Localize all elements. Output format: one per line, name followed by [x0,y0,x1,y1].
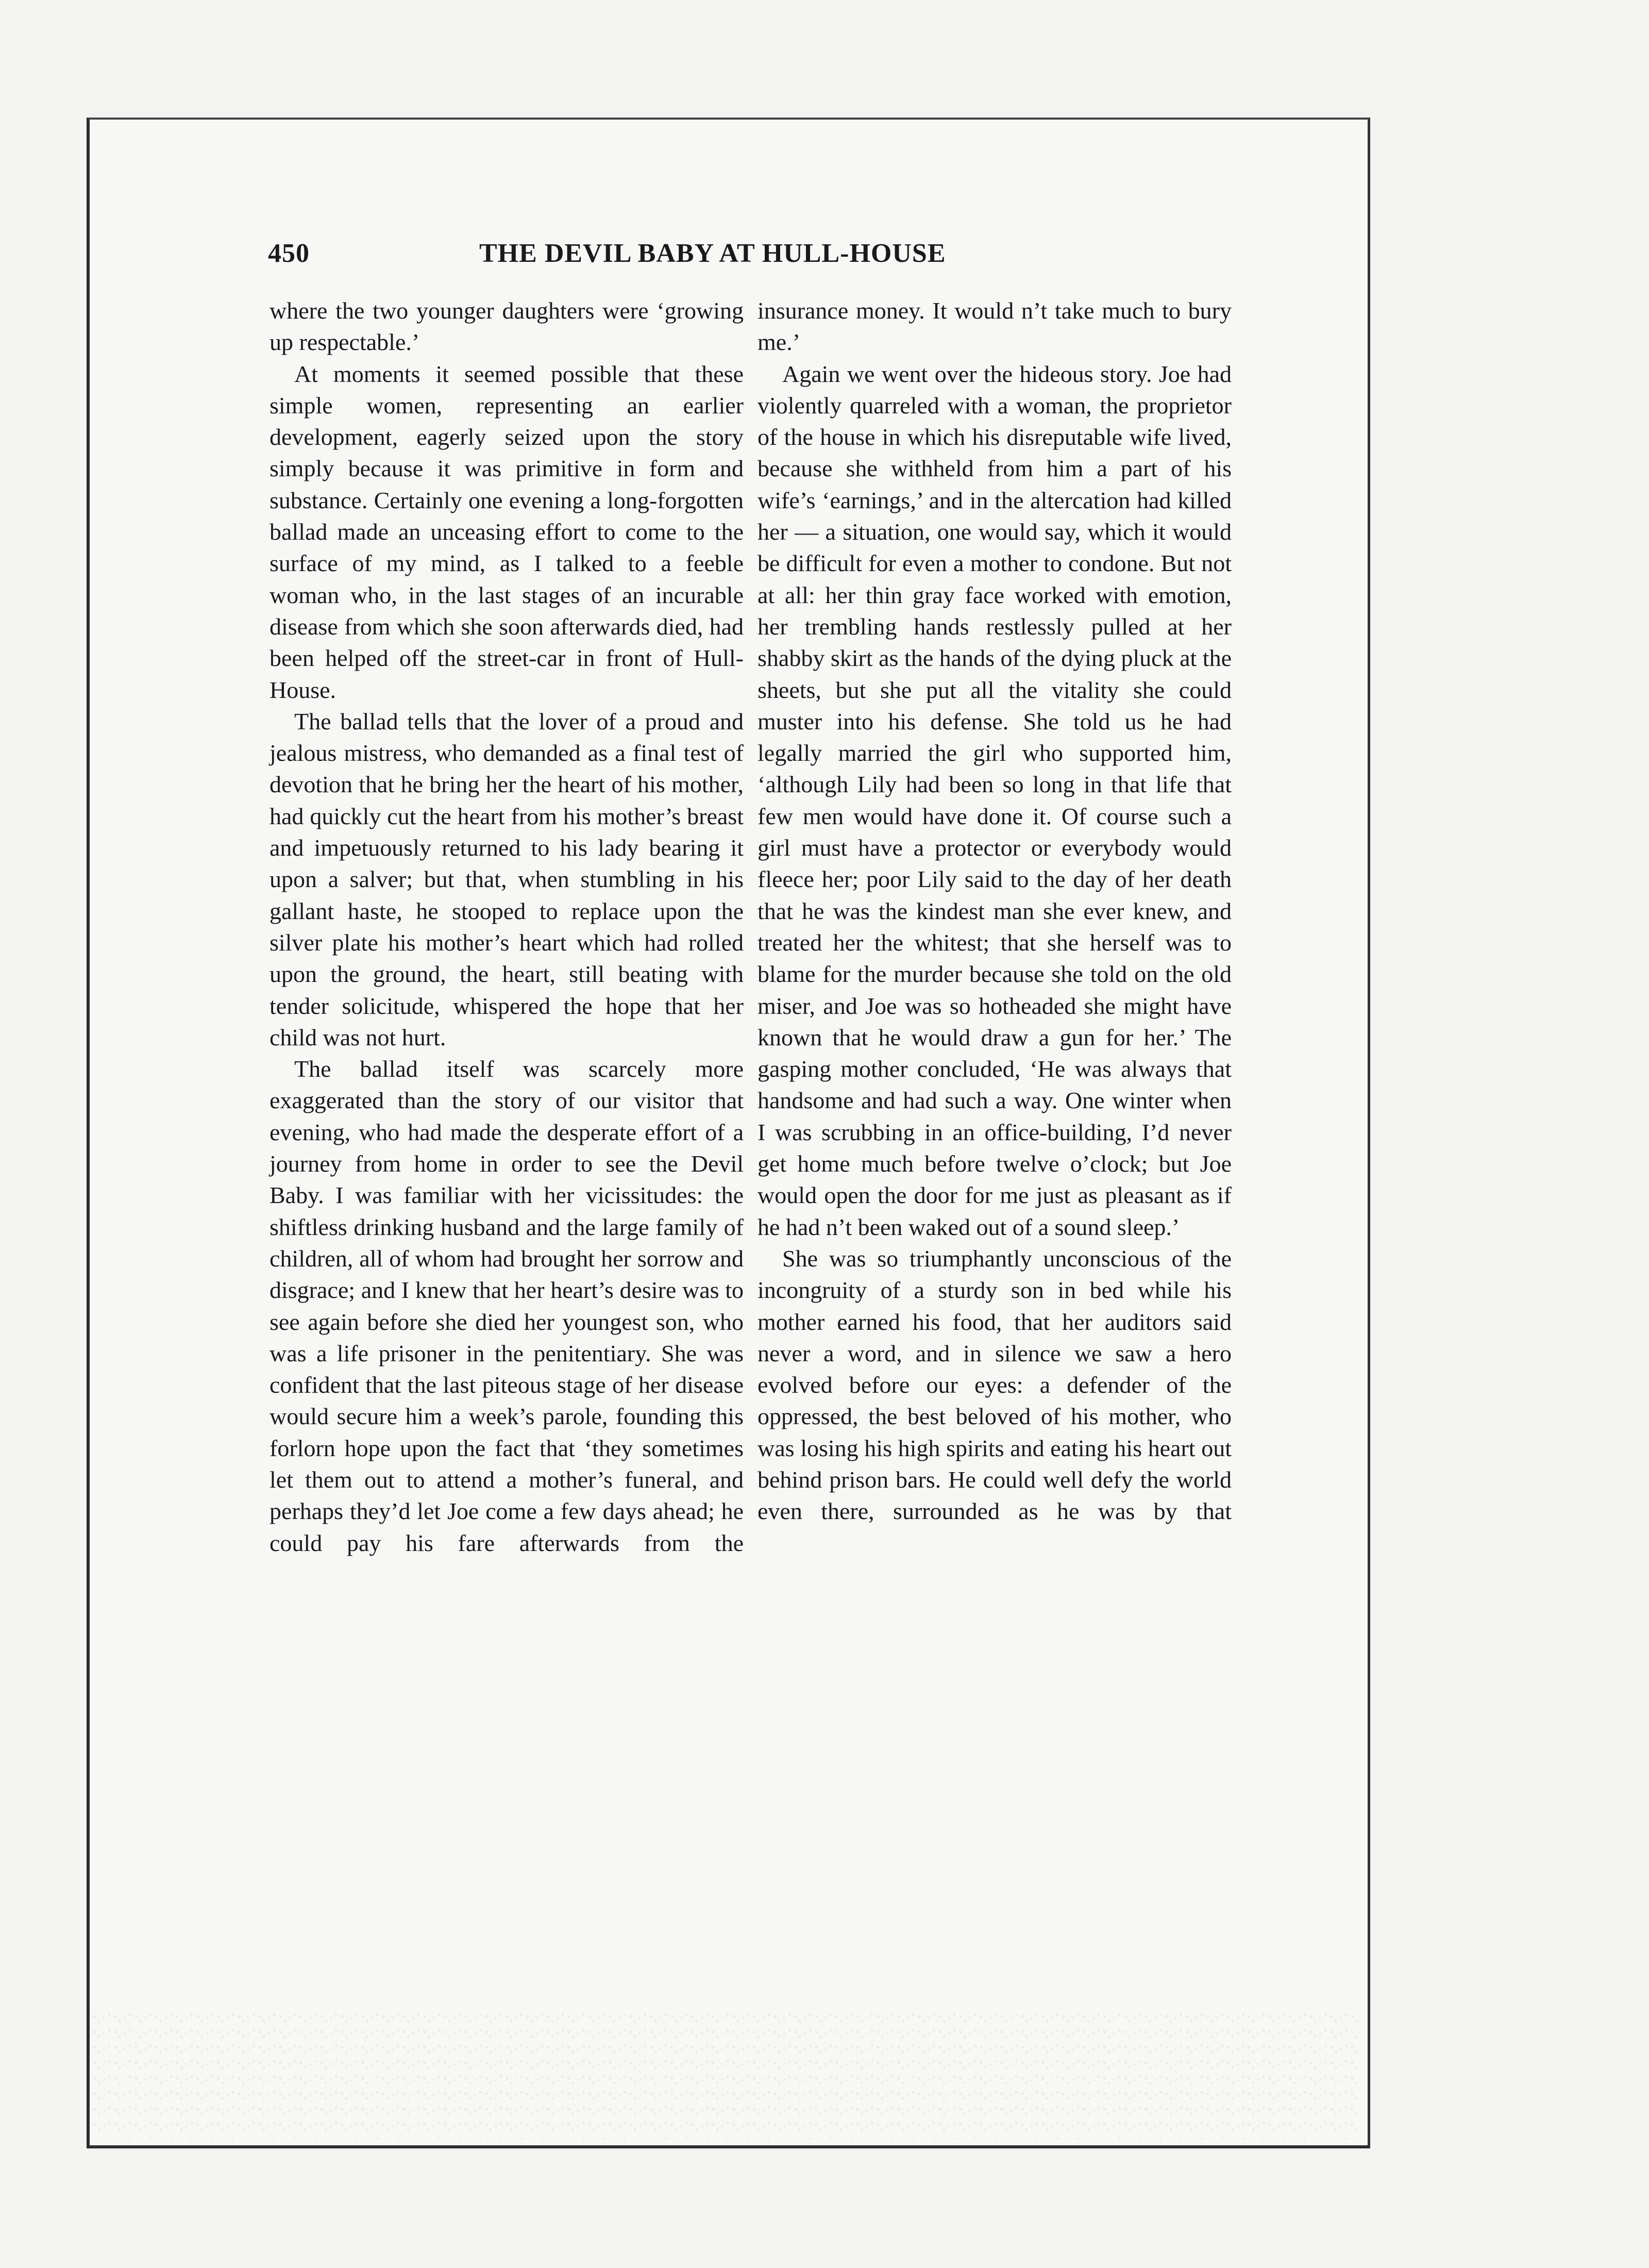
running-title: THE DEVIL BABY AT HULL-HOUSE [479,239,946,268]
paragraph: She was so triumphantly unconscious of the incongruity of a sturdy son in bed while his mother earned his food, that her auditors said never a word, and in silence we saw a hero evolved before our eyes: a defender of the oppressed, the best beloved of his mother, who was losing his high spirits and eating his heart out behind prison bars. He could well defy the world even there, surrounded as he was by that [758,1245,1232,1525]
page-number: 450 [268,239,310,268]
paragraph: The ballad itself was scarcely more exaggerated than the story of our visitor that evening, who had made the desperate effort of a journey from home in order to see the Devil Baby. I was familiar with her vicissitudes: the shiftless drinking husband and the large family of children, all of whom had brought her sorrow and disgrace; and I knew that her heart’s desire was to see again before she died her youngest son, who was a life prisoner in the penitentiary. She was confident that the last piteous stage of her disease would secure him a week’s parole, founding this forlorn hope upon the fact that ‘they sometimes let them out to attend a mother’s funeral, and perhaps they’d let Joe come a few days ahead; he could pay his fare afterwards from the [270,1056,744,1556]
left-column [270,295,744,1559]
running-head [0,238,1649,279]
paragraph: insurance money. It would n’t take much to bury me.’ [758,297,1232,356]
paragraph: Again we went over the hideous story. Joe had violently quarreled with a woman, the proprietor of the house in which his disreputable wife lived, because she withheld from him a part of his wife’s ‘earnings,’ and in the altercation had killed her — a situation, one would say, which it would be difficult for even a mother to condone. But not at all: her thin gray face worked with emotion, her trembling hands restlessly pulled at her shabby skirt as the hands of the dying pluck at the sheets, but she put all the vitality she could muster into his defense. She told us he had legally married the girl who supported him, ‘although Lily had been so long in that life that few men would have done it. Of course such a girl must have a protector or everybody would fleece her; poor Lily said to the day of her death that he was the kindest man she ever knew, and treated her the whitest; that she herself was to blame for the murder because she told on the old miser, and Joe was so hotheaded she might have known that he would draw a gun for her.’ The gasping mother concluded, ‘He was always that handsome and had such a way. One winter when I was scrubbing in an office-building, I’d never get home much before twelve o’clock; but Joe would open the door for me just as pleasant as if he had n’t been waked out of a sound sleep.’ [758,360,1232,1240]
paragraph: At moments it seemed possible that these simple women, representing an earlier development, eagerly seized upon the story simply because it was primitive in form and substance. Certainly one evening a long-forgotten ballad made an unceasing effort to come to the surface of my mind, as I talked to a feeble woman who, in the last stages of an incurable disease from which she soon afterwards died, had been helped off the street-car in front of Hull-House. [270,360,744,703]
scan-noise [93,2010,1360,2139]
paragraph: The ballad tells that the lover of a proud and jealous mistress, who demanded as a final test of devotion that he bring her the heart of his mother, had quickly cut the heart from his mother’s breast and impetuously returned to his lady bearing it upon a salver; but that, when stumbling in his gallant haste, he stooped to replace upon the silver plate his mother’s heart which had rolled upon the ground, the heart, still beating with tender solicitude, whispered the hope that her child was not hurt. [270,708,744,1050]
right-column [758,295,1232,1527]
paragraph: where the two younger daughters were ‘growing up respectable.’ [270,297,744,356]
